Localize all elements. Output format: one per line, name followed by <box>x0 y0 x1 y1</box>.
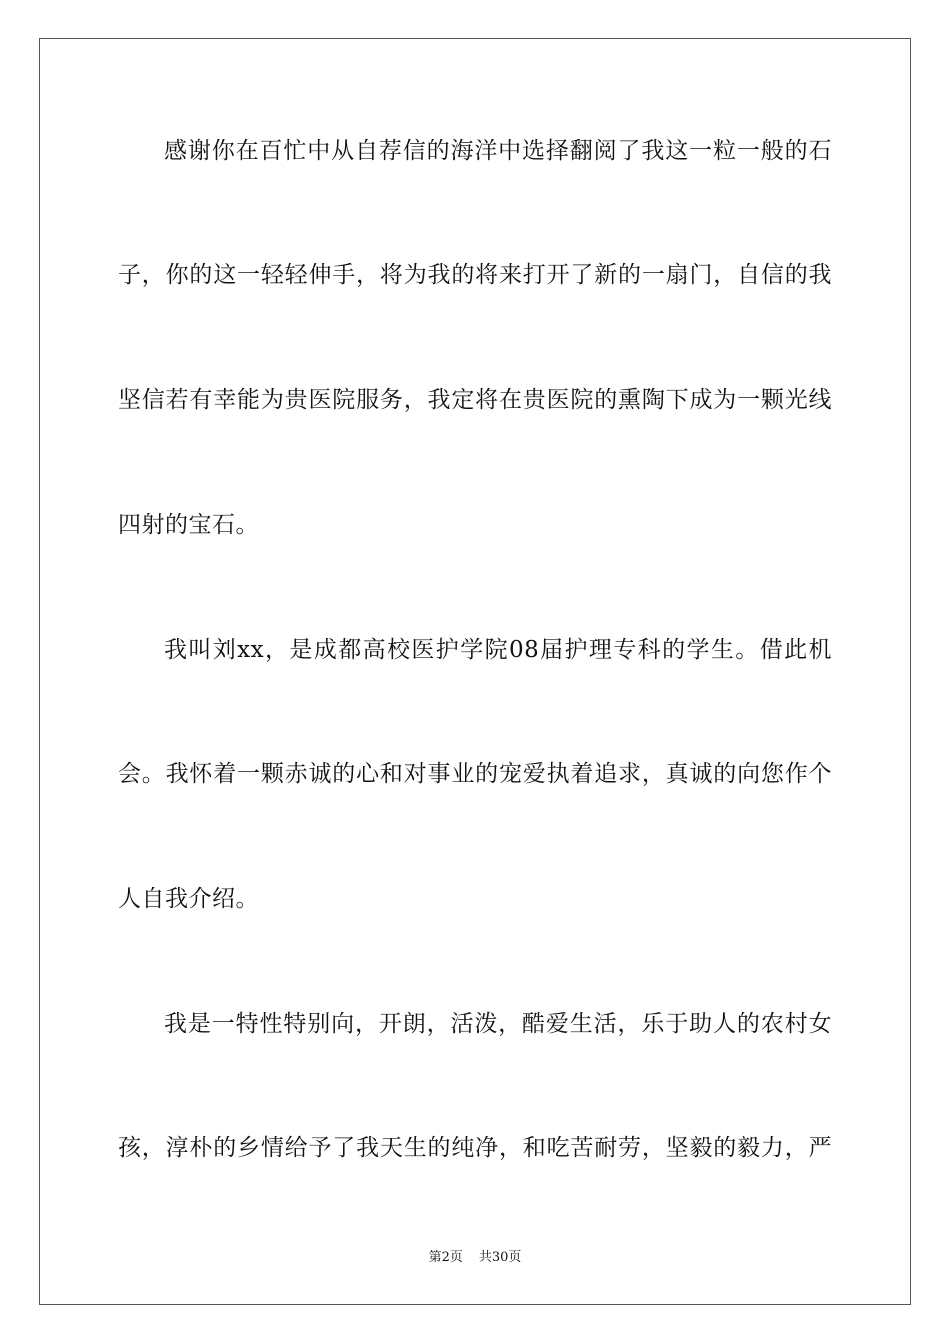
paragraph-3-line-1: 我是一特性特别向，开朗，活泼，酷爱生活，乐于助人的农村女 <box>164 1011 832 1037</box>
paragraph-1-line-4: 四射的宝石。 <box>118 512 259 538</box>
page-footer <box>0 1246 950 1270</box>
paragraph-1-line-1: 感谢你在百忙中从自荐信的海洋中选择翻阅了我这一粒一般的石 <box>164 138 832 164</box>
paragraph-2-line-2: 会。我怀着一颗赤诚的心和对事业的宠爱执着追求，真诚的向您作个 <box>118 761 832 787</box>
paragraph-1-line-3: 坚信若有幸能为贵医院服务，我定将在贵医院的熏陶下成为一颗光线 <box>118 387 832 413</box>
page-number: 第2页 <box>428 1250 463 1265</box>
paragraph-2-line-1: 我叫刘xx，是成都高校医护学院08届护理专科的学生。借此机 <box>164 637 832 663</box>
page-total: 共30页 <box>478 1250 522 1265</box>
paragraph-3-line-2: 孩，淳朴的乡情给予了我天生的纯净，和吃苦耐劳，坚毅的毅力，严 <box>118 1135 832 1161</box>
paragraph-1-line-2: 子，你的这一轻轻伸手，将为我的将来打开了新的一扇门，自信的我 <box>118 262 832 288</box>
paragraph-2-line-3: 人自我介绍。 <box>118 886 259 912</box>
page-frame <box>39 38 911 1305</box>
